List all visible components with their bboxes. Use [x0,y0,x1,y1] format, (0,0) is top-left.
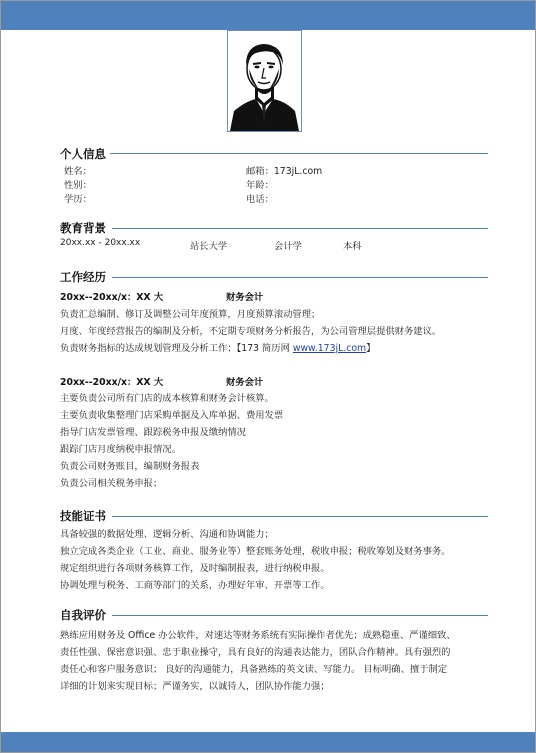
bottom-banner [1,732,535,752]
skill-line: 具备较强的数据处理、逻辑分析、沟通和协调能力； [60,529,274,540]
skills-divider [112,516,488,517]
portrait-image [228,31,301,131]
job-2-duty: 负责公司相关税务申报； [60,478,163,489]
education-title: 教育背景 [60,221,106,235]
job-2-header: 20xx--20xx/x：XX 大 [60,377,164,388]
gender-label: 性别： [64,180,92,191]
work-title: 工作经历 [60,270,106,284]
job-1-duty-text: 负责财务指标的达成规划管理及分析工作；【173 简历网 [60,343,293,354]
phone-label: 电话： [246,194,274,205]
job-2-duty: 主要负责公司所有门店的成本核算和财务会计核算。 [60,393,274,404]
name-label: 姓名： [64,166,92,177]
self-eval-line: 熟练应用财务及 Office 办公软件，对速达等财务系统有实际操作者优先；成熟稳重、严谨细致、 [60,630,456,641]
self-eval-line: 责任性强、保密意识强、忠于职业操守，具有良好的沟通表达能力，团队合作精神。具有强烈的 [60,647,451,658]
top-banner [1,1,535,30]
self-eval-divider [112,615,488,616]
personal-info-divider [110,153,488,154]
age-label: 年龄： [246,180,274,191]
self-eval-line: 责任心和客户服务意识； 良好的沟通能力，具备熟练的英文读、写能力。 目标明确、擅于制定 [60,664,448,675]
job-1-duty-last [60,340,375,354]
job-1-duty-suffix: 】 [366,343,376,354]
email-label: 邮箱：173jL.com [246,166,323,177]
skill-line: 规定组织进行各项财务核算工作，及时编制报表，进行纳税申报。 [60,563,330,574]
job-1-duty: 月度、年度经营报告的编制及分析，不定期专项财务分析报告，为公司管理层提供财务建议。 [60,326,442,337]
education-degree: 本科 [343,241,362,252]
personal-info-title: 个人信息 [60,147,106,161]
website-link[interactable]: www.173jL.com [292,343,367,354]
skill-line: 独立完成各类企业（工业、商业、服务业等）整套账务处理，税收申报；税收筹划及财务事务。 [60,546,451,557]
job-1-header: 20xx--20xx/x：XX 大 [60,292,164,303]
education-divider [112,228,488,229]
self-eval-line: 详细的计划来实现目标；严谨务实，以诚待人，团队协作能力强； [60,681,330,692]
job-1-duty: 负责汇总编制、修订及调整公司年度预算，月度预算滚动管理； [60,309,321,320]
job-2-position: 财务会计 [226,377,264,388]
profile-photo [227,30,302,132]
skill-line: 协调处理与税务、工商等部门的关系，办理好年审、开票等工作。 [60,580,330,591]
self-eval-title: 自我评价 [60,608,106,622]
education-major: 会计学 [274,241,302,252]
job-2-duty: 负责公司财务账目，编制财务报表 [60,461,200,472]
job-2-duty: 跟踪门店月度纳税申报情况。 [60,444,181,455]
work-divider [112,277,488,278]
skills-title: 技能证书 [60,509,106,523]
job-1-position: 财务会计 [226,292,264,303]
education-label: 学历： [64,194,92,205]
education-period: 20xx.xx - 20xx.xx [60,238,141,248]
job-2-duty: 主要负责收集整理门店采购单据及入库单据、费用发票 [60,410,284,421]
education-school: 站长大学 [190,241,228,252]
job-2-duty: 指导门店发票管理、跟踪税务申报及缴纳情况 [60,427,246,438]
